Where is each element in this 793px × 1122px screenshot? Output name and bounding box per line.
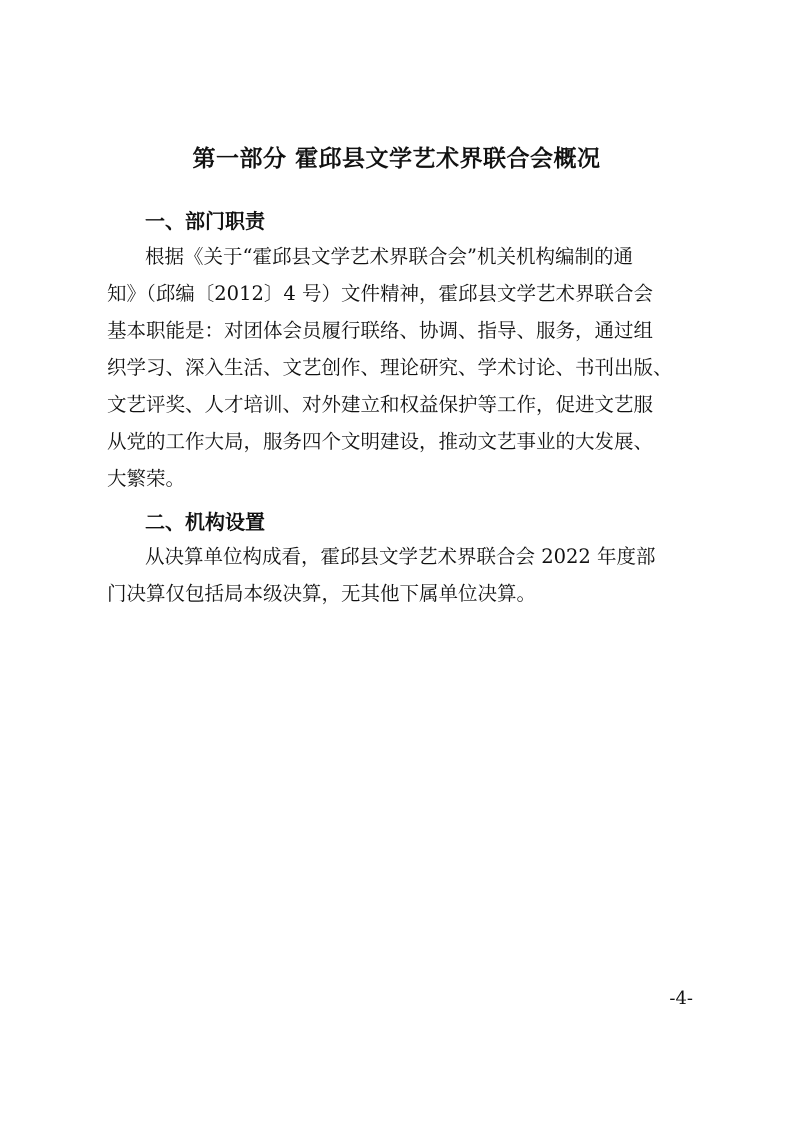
page-number: -4-	[669, 988, 693, 1009]
section-heading-organization: 二、机构设置	[145, 510, 265, 534]
paragraph-line: 知》（邱编〔2012〕4 号）文件精神，霍邱县文学艺术界联合会	[107, 282, 653, 305]
paragraph-line: 大繁荣。	[107, 467, 186, 490]
page-title: 第一部分 霍邱县文学艺术界联合会概况	[192, 145, 601, 172]
paragraph-line: 文艺评奖、人才培训、对外建立和权益保护等工作，促进文艺服	[107, 393, 654, 416]
paragraph-line: 从决算单位构成看，霍邱县文学艺术界联合会 2022 年度部	[145, 545, 656, 568]
paragraph-line: 从党的工作大局，服务四个文明建设，推动文艺事业的大发展、	[107, 430, 654, 453]
paragraph-line: 织学习、深入生活、文艺创作、理论研究、学术讨论、书刊出版、	[107, 356, 673, 379]
section-heading-duties: 一、部门职责	[145, 209, 265, 233]
paragraph-line: 根据《关于“霍邱县文学艺术界联合会”机关机构编制的通	[145, 245, 633, 268]
paragraph-line: 基本职能是：对团体会员履行联络、协调、指导、服务，通过组	[107, 319, 654, 342]
paragraph-line: 门决算仅包括局本级决算，无其他下属单位决算。	[107, 582, 537, 605]
